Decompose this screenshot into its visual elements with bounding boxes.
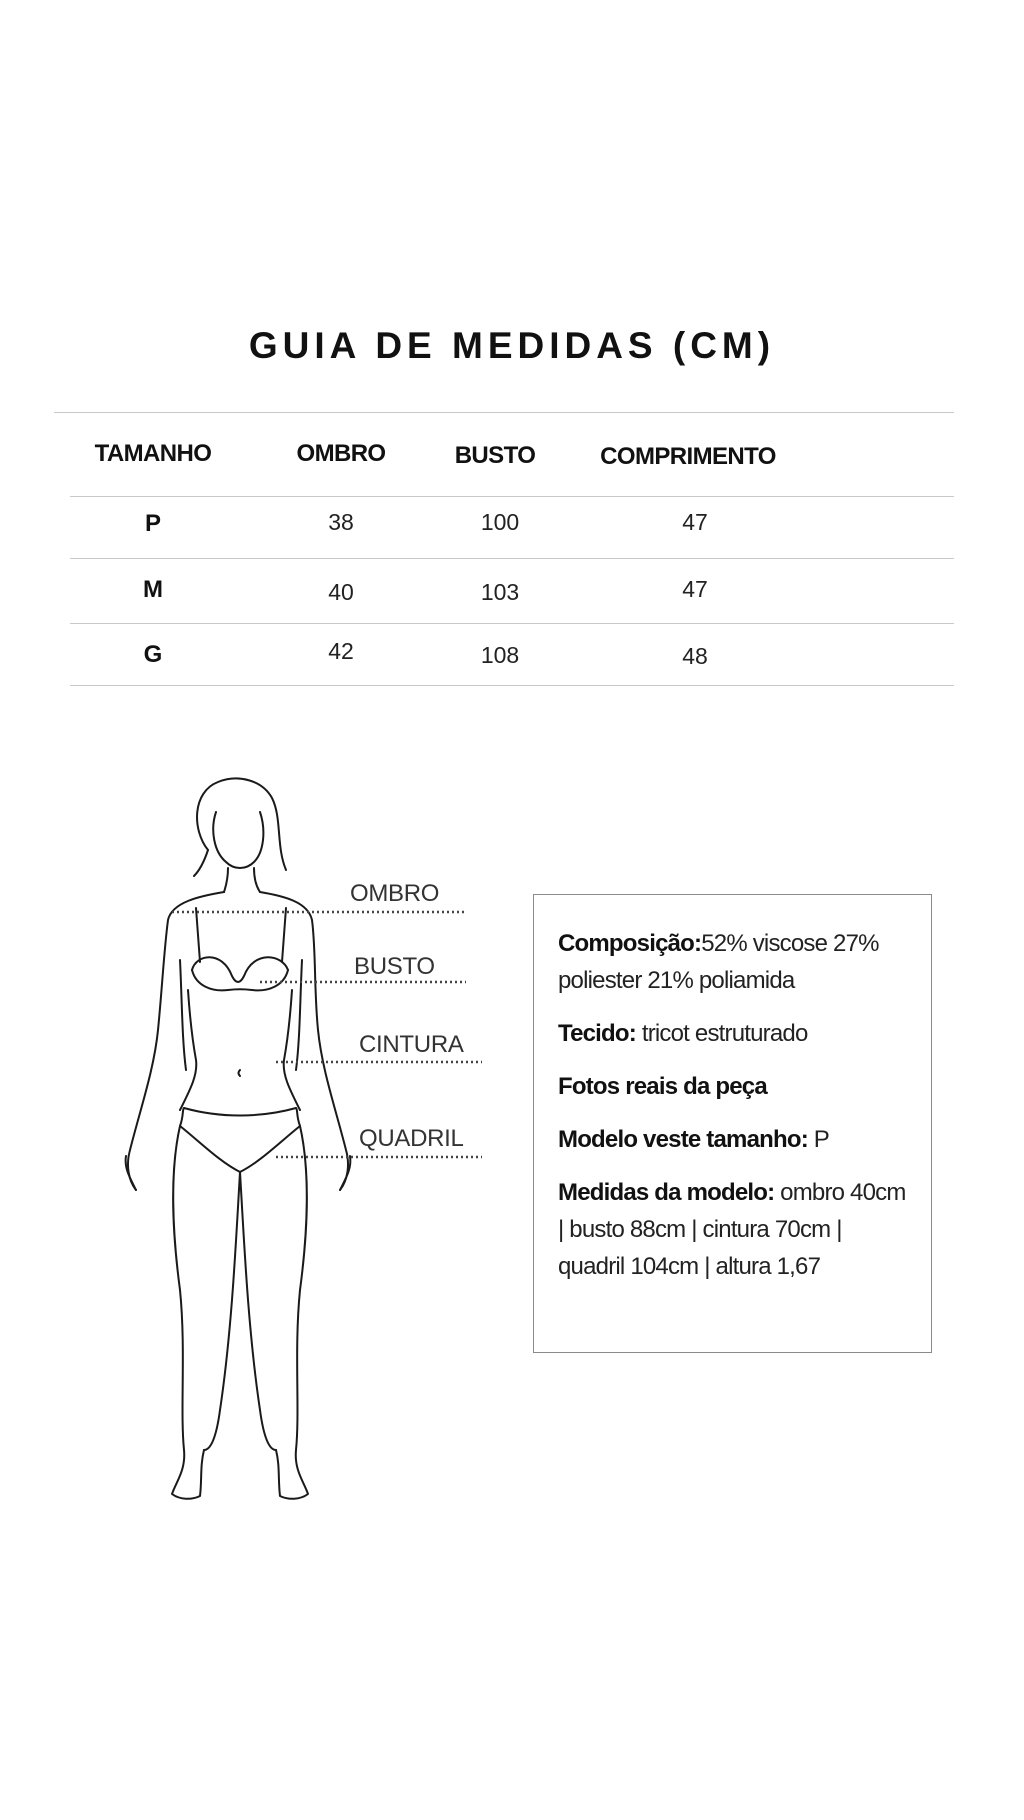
table-row-rule xyxy=(70,623,954,624)
composicao-label: Composição: xyxy=(558,930,702,957)
medidas-line xyxy=(558,1174,911,1285)
composicao-value: 52% viscose 27% poliester 21% poliamida xyxy=(558,930,879,994)
row-size: M xyxy=(143,576,163,603)
medidas-value: ombro 40cm | busto 88cm | cintura 70cm | quadril 104cm | altura 1,67 xyxy=(558,1179,906,1280)
product-info-box xyxy=(533,894,932,1353)
header-tamanho: TAMANHO xyxy=(94,440,212,467)
label-cintura: CINTURA xyxy=(359,1031,464,1058)
composicao-line xyxy=(558,925,911,999)
row-ombro: 38 xyxy=(328,509,354,535)
row-size: P xyxy=(144,510,161,537)
header-busto: BUSTO xyxy=(454,442,536,469)
tecido-label: Tecido: xyxy=(558,1020,636,1047)
fotos-label: Fotos reais da peça xyxy=(558,1073,767,1100)
table-bottom-rule xyxy=(70,685,954,686)
row-ombro: 42 xyxy=(328,638,354,664)
modelo-line xyxy=(558,1121,911,1158)
table-header-rule xyxy=(70,496,954,497)
row-ombro: 40 xyxy=(328,579,354,605)
modelo-value: P xyxy=(807,1126,829,1153)
tecido-line xyxy=(558,1015,911,1052)
tecido-value: tricot estruturado xyxy=(635,1020,808,1047)
header-ombro: OMBRO xyxy=(296,440,386,467)
label-ombro: OMBRO xyxy=(350,880,440,907)
page-title: GUIA DE MEDIDAS (CM) xyxy=(248,325,776,366)
header-comprimento: COMPRIMENTO xyxy=(600,443,776,470)
table-row-rule xyxy=(70,558,954,559)
row-comprimento: 47 xyxy=(682,576,708,602)
fotos-line xyxy=(558,1068,911,1105)
medidas-label: Medidas da modelo: xyxy=(558,1179,775,1206)
modelo-label: Modelo veste tamanho: xyxy=(558,1126,808,1153)
row-busto: 103 xyxy=(480,579,520,605)
table-top-rule xyxy=(54,412,954,413)
row-size: G xyxy=(143,641,163,668)
label-quadril: QUADRIL xyxy=(359,1125,464,1152)
row-busto: 108 xyxy=(480,642,520,668)
row-busto: 100 xyxy=(480,509,520,535)
label-busto: BUSTO xyxy=(354,953,435,980)
row-comprimento: 48 xyxy=(682,643,708,669)
row-comprimento: 47 xyxy=(682,509,708,535)
